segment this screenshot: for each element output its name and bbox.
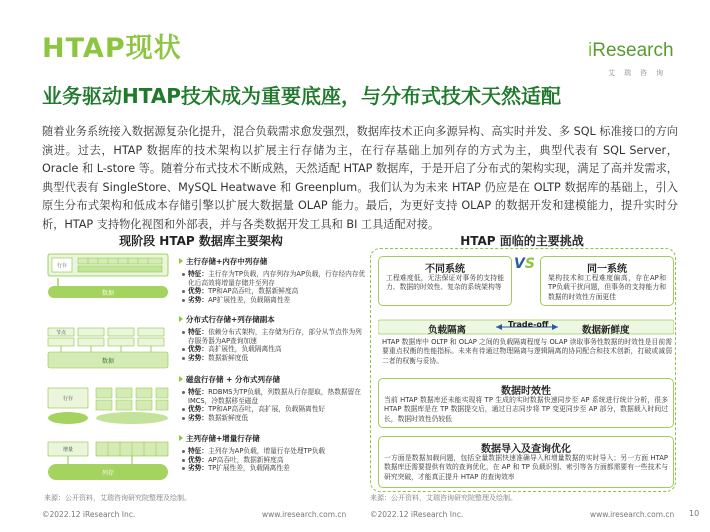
left-source: 来源：公开资料，艾瑞咨询研究院整理及绘制。 bbox=[44, 494, 191, 502]
challenge-box-timeliness-text: 当前 HTAP 数据库还未能实现将 TP 生成的实时数据快速同步至 AP 系统进行统计分析，很多 HTAP 数据库是在 TP 数据提交后，通过日志同步将 TP 变更同步至 AP 部分，数据载入时间过长，数据时效性仍较低 bbox=[384, 396, 668, 423]
arch-section-1-feature: 特征：主行存为TP负载，内存列存为AP负载，行存经内存优化后高效将增量存储并至列存 bbox=[180, 270, 366, 287]
challenge-box-import-query-text: 一方面是数据加载问题，包括全量数据快速准确导入和增量数据的实时导入；另一方面 HTAP 数据库还需要提供有效的查询优化，在 AP 和 TP 负载识别、索引等各方面都需要有一些技术与研究突破，才能真正提升 HTAP 的查询效率 bbox=[384, 454, 668, 481]
arch-section-1-con: 劣势：AP扩展性差，负载隔离性差 bbox=[180, 296, 366, 305]
diag1-row-label: 行存 bbox=[56, 263, 68, 269]
page-subtitle: 业务驱动HTAP技术成为重要底座，与分布式技术天然适配 bbox=[42, 84, 561, 108]
arch-section-3-pro: 优势：TP和AP高吞吐，高扩展，负载隔离性好 bbox=[180, 405, 366, 414]
tradeoff-right-label: 数据新鲜度 bbox=[582, 325, 630, 336]
footer-copyright-right: ©2022.12 iResearch Inc. bbox=[370, 510, 464, 519]
arch-section-2-feature: 特征：依赖分布式架构，主存储为行存，部分从节点作为列存服务器为AP查询加速 bbox=[180, 328, 366, 345]
challenge-box-same-system-text: 架构技术和工程难度偏高，存在AP和TP负载干扰问题，但事务的支持能力和数据的时效性方面更佳 bbox=[548, 274, 666, 301]
diag3-row-label: 行存 bbox=[62, 396, 74, 402]
architecture-diagram-3 bbox=[44, 386, 172, 426]
right-source: 来源：公开资料，艾瑞咨询研究院整理及绘制。 bbox=[370, 494, 517, 502]
diag1-data-label: 数据 bbox=[101, 290, 115, 297]
arch-section-4-feature: 特征：主列存为AP负载，增量行存处理TP负载 bbox=[180, 447, 366, 456]
logo-subtext: 艾瑞咨询 bbox=[608, 69, 672, 77]
challenge-box-timeliness-title: 数据时效性 bbox=[501, 386, 551, 397]
arch-section-4 bbox=[180, 433, 366, 473]
arch-section-2-con: 劣势：数据新鲜度低 bbox=[180, 354, 366, 363]
arch-section-4-title: 主列存储+增量行存储 bbox=[186, 433, 366, 444]
challenge-box-import-query-title: 数据导入及查询优化 bbox=[481, 444, 571, 455]
arch-section-2 bbox=[180, 314, 366, 362]
arch-section-3-con: 劣势：数据新鲜度低 bbox=[180, 414, 366, 423]
arch-section-1 bbox=[180, 256, 366, 304]
arch-section-4-con: 劣势：TP扩展性差，负载隔离性差 bbox=[180, 464, 366, 473]
left-heading: 现阶段 HTAP 数据库主要架构 bbox=[119, 234, 283, 248]
footer-url-left: www.iresearch.com.cn bbox=[262, 510, 347, 519]
tradeoff-text: HTAP 数据库中 OLTP 和 OLAP 之间的负载隔离程度与 OLAP 读取事务性数据的时效性是目前需要重点权衡的性能指标。未来有待通过物理隔离与逻辑隔离的协同配合和技术创新，打破或减弱二者的权衡与妥协。 bbox=[382, 338, 672, 365]
tradeoff-left-label: 负载隔离 bbox=[428, 325, 467, 336]
tradeoff-mid-label: Trade-off bbox=[508, 320, 549, 329]
page-number: 10 bbox=[689, 509, 700, 518]
architecture-diagram-1 bbox=[44, 250, 172, 302]
right-heading: HTAP 面临的主要挑战 bbox=[460, 234, 584, 248]
arch-section-1-title: 主行存储+内存中列存储 bbox=[186, 256, 366, 267]
diag4-col-label: 列存 bbox=[101, 470, 115, 477]
challenge-box-different-system-text: 工程难度低，无法保证对事务的支持能力、数据的时效性、复杂的系统架构等 bbox=[386, 274, 504, 292]
architecture-diagram-4 bbox=[44, 440, 172, 484]
arch-section-2-pro: 优势：高扩展性，负载隔离性高 bbox=[180, 345, 366, 354]
arch-section-3 bbox=[180, 374, 366, 422]
diag2-node-label: 节点 bbox=[55, 330, 67, 336]
diag2-data-label: 数据 bbox=[101, 358, 115, 365]
challenge-box-same-system-title: 同一系统 bbox=[587, 264, 627, 275]
arch-section-1-pro: 优势：TP和AP高吞吐，数据新鲜度高 bbox=[180, 287, 366, 296]
arch-section-3-title: 磁盘行存储 + 分布式列存储 bbox=[186, 374, 366, 385]
footer-url-right: www.iresearch.com.cn bbox=[590, 510, 675, 519]
vs-mark: VS bbox=[514, 256, 535, 272]
arch-section-4-pro: 优势：AP高吞吐，数据新鲜度高 bbox=[180, 456, 366, 465]
architecture-diagram-2 bbox=[44, 326, 172, 372]
iresearch-logo bbox=[588, 40, 688, 82]
arch-section-2-title: 分布式行存储+列存储副本 bbox=[186, 314, 366, 325]
footer-copyright-left: ©2022.12 iResearch Inc. bbox=[42, 510, 136, 519]
intro-paragraph: 随着业务系统接入数据源复杂化提升，混合负载需求愈发强烈，数据库技术正向多源异构、高实时并发、多 SQL 标准接口的方向演进。过去，HTAP 数据库的技术架构以扩展主行存储为主，在行存基础上加列存的方式为主，典型代表有 SQL Server，Oracle 和 L-store 等。随着分布式技术不断成熟，天然适配 HTAP 数据库，于是开启了分布式的架构实现，满足了高并发需求，典型代表有 SingleStore、MySQL Heatwave 和 Greenplum。我们认为为未来 HTAP 仍应是在 OLTP 数据库的基础上，引入原生分布式架构和低成本存储引擎以扩展大数据量 OLAP 能力。最后，为更好支持 OLAP 的数据开发和建模能力，提升实时分析，HTAP 支持物化视图和外部表，并与各类数据开发工具和 BI 工具适配对接。 bbox=[42, 125, 678, 231]
challenge-box-different-system-title: 不同系统 bbox=[425, 264, 465, 275]
page-title: HTAP现状 bbox=[42, 33, 182, 64]
logo-text: iResearch bbox=[588, 40, 674, 61]
arch-section-3-feature: 特征：RDBMS为TP负载，列数据从行存提取，热数据留在 IMCS，冷数据移至磁盘 bbox=[180, 388, 366, 405]
diag4-delta-label: 增量 bbox=[62, 447, 74, 453]
